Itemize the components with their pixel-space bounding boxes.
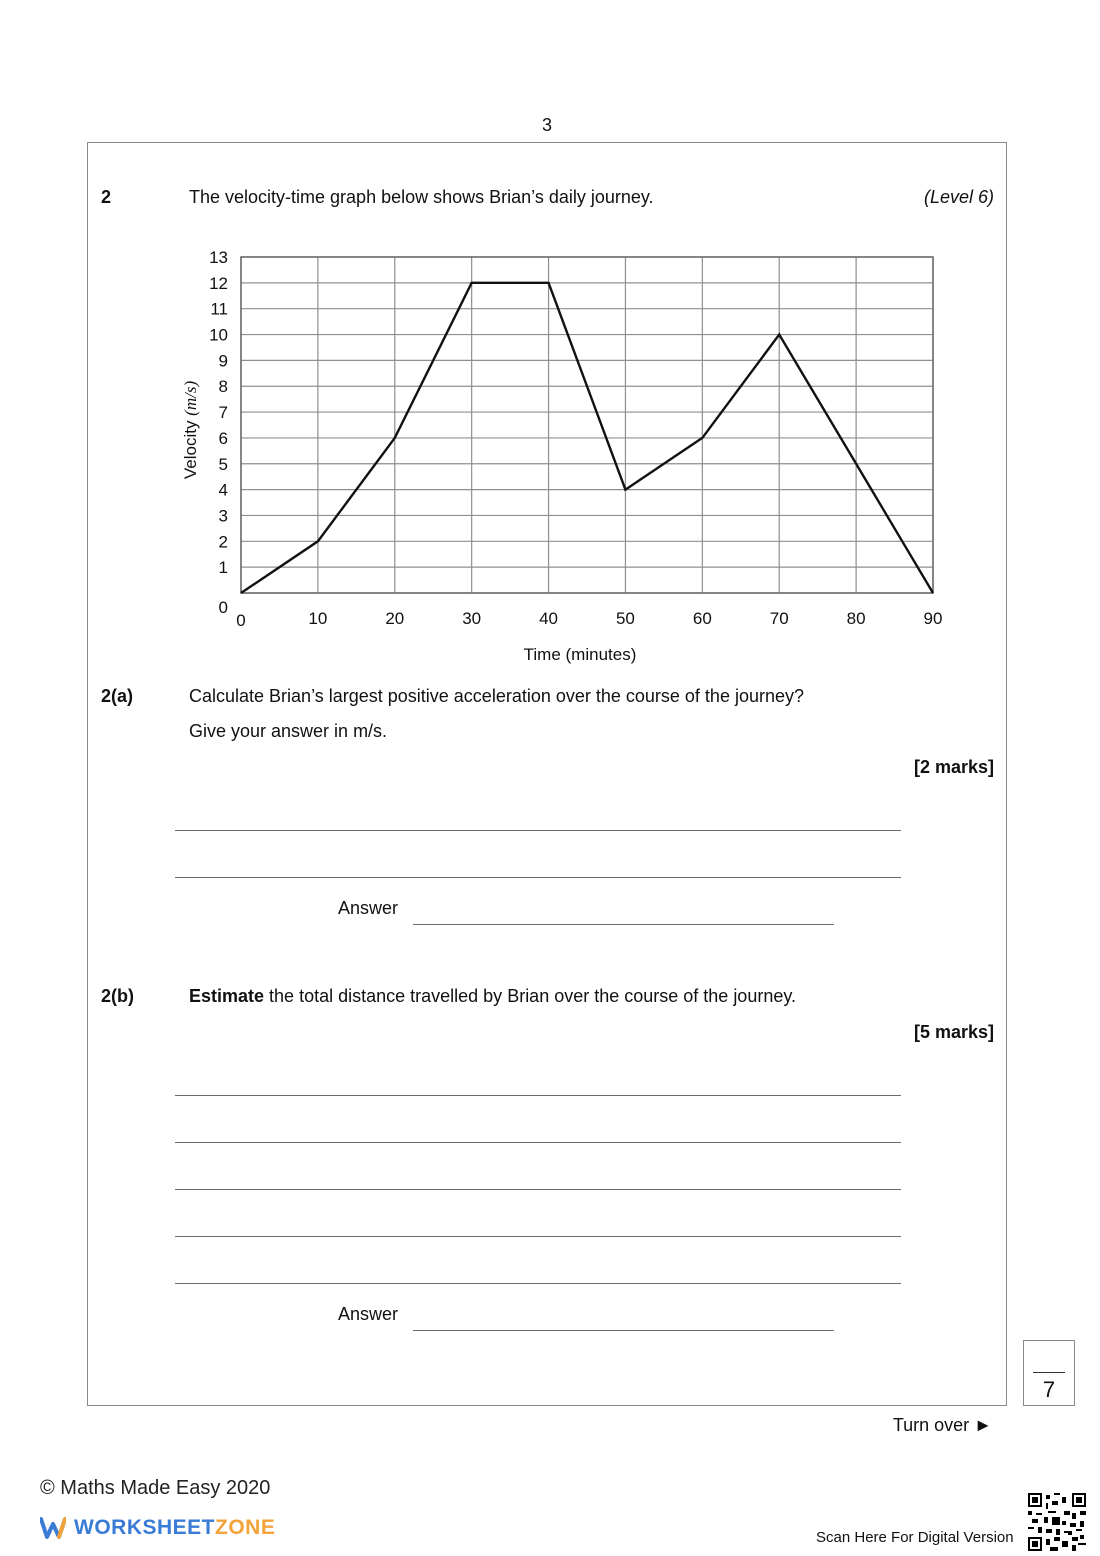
y-tick-label: 12 — [209, 273, 228, 293]
y-tick-label: 4 — [218, 480, 228, 500]
y-tick-label: 0 — [218, 598, 228, 617]
question-number: 2 — [101, 187, 112, 207]
x-tick-label: 0 — [236, 611, 246, 630]
working-line[interactable] — [175, 877, 901, 878]
turn-over-label: Turn over ► — [892, 1415, 992, 1435]
y-tick-label: 3 — [218, 506, 228, 526]
score-box — [1023, 1340, 1075, 1406]
question-text: The velocity-time graph below shows Brian’s daily journey. — [189, 187, 654, 207]
y-tick-label: 7 — [218, 403, 228, 423]
part-a-question: Calculate Brian’s largest positive acceleration over the course of the journey? — [189, 686, 805, 706]
part-a-instruction: Give your answer in m/s. — [189, 721, 388, 741]
x-tick-label: 70 — [769, 609, 789, 628]
x-tick-label: 80 — [846, 609, 866, 628]
question-level: (Level 6) — [923, 187, 994, 207]
working-line[interactable] — [175, 1095, 901, 1096]
working-line[interactable] — [175, 1283, 901, 1284]
brand-name — [74, 1516, 275, 1540]
plot-border — [241, 257, 933, 593]
brand-logo — [40, 1515, 275, 1541]
part-b-answer-line[interactable] — [413, 1330, 834, 1331]
part-b-bold-word: Estimate — [189, 986, 265, 1006]
y-axis-title — [181, 381, 200, 480]
x-axis-title: Time (minutes) — [523, 645, 637, 664]
x-tick-label: 30 — [462, 609, 482, 628]
y-tick-labels — [209, 248, 228, 617]
y-tick-label: 2 — [218, 532, 228, 552]
part-b-answer-label: Answer — [338, 1304, 399, 1324]
qr-code-icon[interactable] — [1028, 1493, 1086, 1551]
working-line[interactable] — [175, 1236, 901, 1237]
working-line[interactable] — [175, 830, 901, 831]
worksheetzone-w-icon — [40, 1515, 66, 1541]
y-axis-title-prefix: Velocity — [181, 415, 200, 480]
part-b-question — [189, 986, 796, 1007]
x-tick-label: 90 — [923, 609, 943, 628]
part-a-marks: [2 marks] — [913, 757, 994, 777]
page-number: 3 — [541, 115, 552, 135]
x-tick-label: 60 — [692, 609, 712, 628]
x-tick-label: 40 — [539, 609, 559, 628]
scan-label: Scan Here For Digital Version — [816, 1529, 1014, 1546]
brand-name-part1: WORKSHEET — [74, 1516, 215, 1539]
velocity-time-graph — [0, 0, 1100, 680]
working-line[interactable] — [175, 1142, 901, 1143]
y-tick-label: 5 — [218, 454, 228, 474]
x-tick-labels — [236, 609, 942, 630]
part-b-number: 2(b) — [101, 986, 134, 1006]
x-tick-label: 20 — [385, 609, 405, 628]
y-axis-title-unit: (m/s) — [181, 380, 200, 416]
grid-lines — [241, 257, 933, 593]
y-tick-label: 11 — [210, 299, 228, 319]
x-tick-label: 50 — [615, 609, 635, 628]
part-b-marks: [5 marks] — [913, 1022, 994, 1042]
y-tick-label: 8 — [218, 377, 228, 397]
part-a-answer-label: Answer — [338, 898, 399, 918]
working-line[interactable] — [175, 1189, 901, 1190]
y-tick-label: 6 — [218, 428, 228, 448]
y-tick-label: 9 — [218, 351, 228, 371]
y-tick-label: 13 — [209, 248, 228, 267]
score-value: 7 — [1042, 1377, 1056, 1402]
part-a-number: 2(a) — [101, 686, 134, 706]
y-tick-label: 1 — [218, 558, 228, 578]
part-b-question-text: the total distance travelled by Brian over the course of the journey. — [264, 986, 797, 1006]
score-divider — [1033, 1372, 1065, 1373]
brand-name-part2: ZONE — [215, 1516, 276, 1539]
copyright: © Maths Made Easy 2020 — [40, 1477, 271, 1499]
part-a-answer-line[interactable] — [413, 924, 834, 925]
y-tick-label: 10 — [209, 325, 228, 345]
x-tick-label: 10 — [308, 609, 328, 628]
